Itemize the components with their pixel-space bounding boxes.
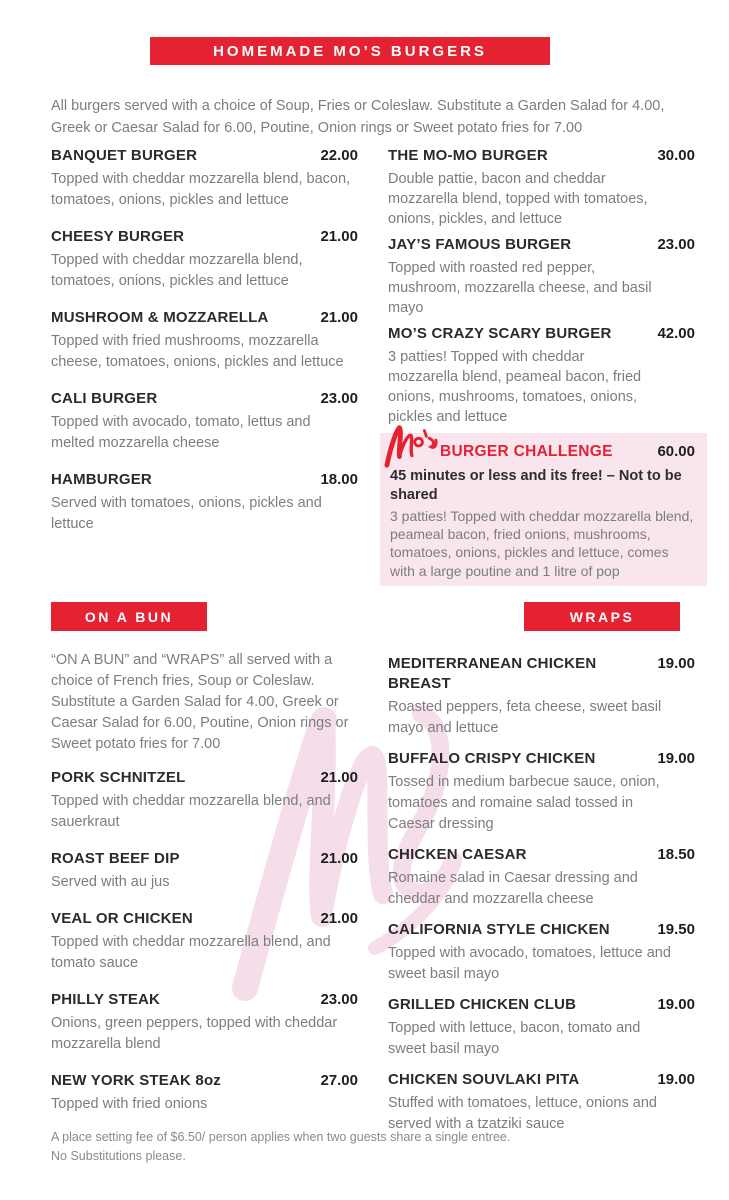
- wraps-banner-label: WRAPS: [569, 608, 635, 625]
- footer-notes: [51, 1128, 510, 1166]
- item-description: Stuffed with tomatoes, lettuce, onions and served with a tzatziki sauce: [388, 1095, 657, 1132]
- item-price: 18.00: [320, 471, 358, 488]
- burgers-right-items: [388, 146, 695, 427]
- item-name: BUFFALO CRISPY CHICKEN: [388, 750, 596, 767]
- wraps-section: [388, 602, 695, 1145]
- item-description: Topped with cheddar mozzarella blend, bacon, tomatoes, onions, pickles and lettuce: [51, 171, 351, 208]
- item-description: Served with tomatoes, onions, pickles and lettuce: [51, 495, 322, 532]
- item-price: 18.50: [657, 846, 695, 863]
- item-name: MUSHROOM & MOZZARELLA: [51, 309, 269, 326]
- menu-item: [388, 235, 695, 318]
- item-description: Topped with cheddar mozzarella blend, and sauerkraut: [51, 793, 331, 830]
- menu-item: [388, 920, 695, 985]
- burger-challenge-box: [380, 433, 707, 586]
- wraps-items: [388, 654, 695, 1135]
- mos-script-logo-icon: [380, 420, 438, 470]
- item-price: 21.00: [320, 228, 358, 245]
- menu-item: [51, 470, 358, 535]
- menu-item: [388, 324, 695, 427]
- challenge-price: 60.00: [657, 443, 695, 460]
- item-name: CHEESY BURGER: [51, 228, 185, 245]
- item-name: PORK SCHNITZEL: [51, 769, 186, 786]
- item-price: 19.00: [657, 750, 695, 767]
- item-price: 27.00: [320, 1072, 358, 1089]
- menu-item: [51, 849, 358, 893]
- item-description: Topped with fried onions: [51, 1096, 208, 1112]
- burgers-left-column: [51, 146, 358, 551]
- item-description: Topped with lettuce, bacon, tomato and sweet basil mayo: [388, 1020, 641, 1057]
- on-a-bun-banner-label: ON A BUN: [84, 608, 174, 625]
- item-description: 3 patties! Topped with cheddar mozzarella blend, peameal bacon, fried onions, mushrooms, tomatoes, onions, pickles and lettuce: [388, 349, 642, 425]
- burgers-right-column: [388, 146, 695, 586]
- item-price: 19.50: [657, 921, 695, 938]
- item-name: CHICKEN SOUVLAKI PITA: [388, 1071, 580, 1088]
- challenge-description: 3 patties! Topped with cheddar mozzarella blend, peameal bacon, fried onions, mushrooms, tomatoes, onions, pickles and lettuce, comes with a large poutine and 1 litre of pop: [390, 508, 694, 579]
- item-price: 21.00: [320, 910, 358, 927]
- burgers-intro-text: All burgers served with a choice of Soup, Fries or Coleslaw. Substitute a Garden Salad for 4.00, Greek or Caesar Salad for 6.00, Poutine, Onion rings or Sweet potato fries for 7.00: [51, 98, 665, 136]
- menu-item: [51, 227, 358, 292]
- menu-item: [51, 389, 358, 454]
- item-price: 23.00: [657, 236, 695, 253]
- on-a-bun-intro-text: “ON A BUN” and “WRAPS” all served with a choice of French fries, Soup or Coleslaw. Substitute a Garden Salad for 4.00, Greek or Caesar Salad for 6.00, Poutine, Onion rings or Sweet potato fries for 7.00: [51, 652, 349, 752]
- item-price: 30.00: [657, 147, 695, 164]
- item-price: 19.00: [657, 996, 695, 1013]
- item-price: 21.00: [320, 769, 358, 786]
- item-name: CHICKEN CAESAR: [388, 846, 527, 863]
- item-description: Romaine salad in Caesar dressing and cheddar and mozzarella cheese: [388, 870, 638, 907]
- page-title: HOMEMADE MO’S BURGERS: [213, 42, 487, 60]
- item-description: Topped with avocado, tomatoes, lettuce and sweet basil mayo: [388, 945, 671, 982]
- item-price: 19.00: [657, 655, 695, 672]
- item-name: NEW YORK STEAK 8oz: [51, 1072, 222, 1089]
- item-description: Tossed in medium barbecue sauce, onion, tomatoes and romaine salad tossed in Caesar dressing: [388, 774, 660, 832]
- footer-line-2: No Substitutions please.: [51, 1149, 186, 1163]
- menu-item: [388, 654, 695, 739]
- item-description: Topped with fried mushrooms, mozzarella cheese, tomatoes, onions, pickles and lettuce: [51, 333, 344, 370]
- challenge-title: BURGER CHALLENGE: [440, 443, 613, 460]
- menu-item: [388, 146, 695, 229]
- footer-line-1: A place setting fee of $6.50/ person applies when two guests share a single entree.: [51, 1130, 511, 1144]
- item-name: BANQUET BURGER: [51, 147, 198, 164]
- item-price: 23.00: [320, 991, 358, 1008]
- item-price: 22.00: [320, 147, 358, 164]
- item-name: VEAL OR CHICKEN: [51, 910, 193, 927]
- item-price: 21.00: [320, 850, 358, 867]
- page-title-banner: [150, 37, 550, 65]
- menu-item: [51, 990, 358, 1055]
- menu-item: [388, 995, 695, 1060]
- item-description: Served with au jus: [51, 874, 170, 890]
- item-description: Topped with roasted red pepper, mushroom, mozzarella cheese, and basil mayo: [388, 260, 652, 316]
- item-name: MEDITERRANEAN CHICKEN BREAST: [388, 655, 597, 692]
- on-a-bun-section: [51, 602, 358, 1131]
- menu-item: [388, 1070, 695, 1135]
- item-price: 23.00: [320, 390, 358, 407]
- item-name: JAY’S FAMOUS BURGER: [388, 236, 572, 253]
- item-description: Onions, green peppers, topped with cheddar mozzarella blend: [51, 1015, 338, 1052]
- menu-item: [51, 909, 358, 974]
- menu-item: [51, 768, 358, 833]
- item-price: 42.00: [657, 325, 695, 342]
- item-name: CALI BURGER: [51, 390, 158, 407]
- item-name: CALIFORNIA STYLE CHICKEN: [388, 921, 610, 938]
- item-description: Roasted peppers, feta cheese, sweet basil mayo and lettuce: [388, 699, 662, 736]
- challenge-subtitle: 45 minutes or less and its free! – Not to be shared: [390, 468, 682, 503]
- on-a-bun-items: [51, 768, 358, 1115]
- item-name: ROAST BEEF DIP: [51, 850, 180, 867]
- wraps-banner: [524, 602, 680, 631]
- item-price: 19.00: [657, 1071, 695, 1088]
- item-name: HAMBURGER: [51, 471, 152, 488]
- item-description: Topped with cheddar mozzarella blend, and tomato sauce: [51, 934, 331, 971]
- menu-item: [51, 308, 358, 373]
- item-description: Double pattie, bacon and cheddar mozzarella blend, topped with tomatoes, onions, pickles, and lettuce: [388, 171, 648, 227]
- menu-item: [388, 749, 695, 835]
- item-description: Topped with avocado, tomato, lettus and melted mozzarella cheese: [51, 414, 311, 451]
- item-name: PHILLY STEAK: [51, 991, 161, 1008]
- on-a-bun-banner: [51, 602, 207, 631]
- item-price: 21.00: [320, 309, 358, 326]
- item-name: MO’S CRAZY SCARY BURGER: [388, 325, 612, 342]
- menu-item: [51, 146, 358, 211]
- menu-item: [51, 1071, 358, 1115]
- item-name: GRILLED CHICKEN CLUB: [388, 996, 577, 1013]
- item-description: Topped with cheddar mozzarella blend, tomatoes, onions, pickles and lettuce: [51, 252, 303, 289]
- menu-item: [388, 845, 695, 910]
- item-name: THE MO-MO BURGER: [388, 147, 548, 164]
